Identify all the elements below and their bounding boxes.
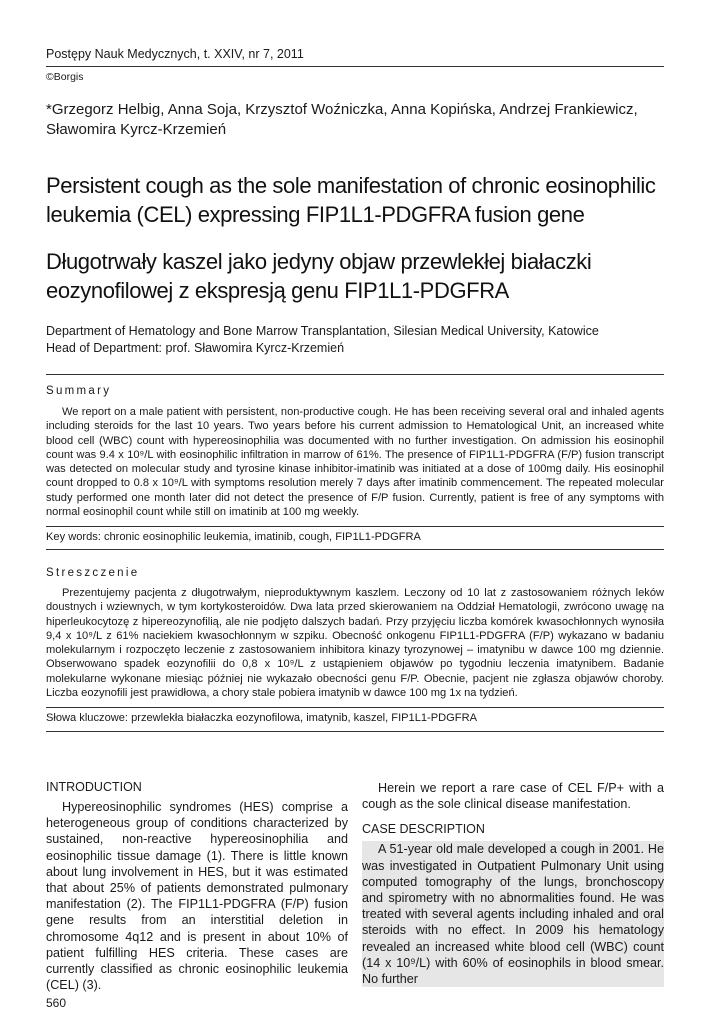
- summary-top-rule: [46, 374, 664, 375]
- keywords-english-rule: [46, 549, 664, 550]
- affiliation-line-1: Department of Hematology and Bone Marrow Transplantation, Silesian Medical University, Katowice: [46, 324, 599, 338]
- author-list: [46, 100, 664, 140]
- left-column: [46, 780, 348, 993]
- copyright-notice: ©Borgis: [46, 71, 84, 83]
- summary-bottom-rule: [46, 526, 664, 527]
- streszczenie-label: Streszczenie: [46, 567, 140, 579]
- case-description-heading: CASE DESCRIPTION: [362, 822, 485, 837]
- affiliation-line-2: Head of Department: prof. Sławomira Kyrcz-Krzemień: [46, 341, 345, 355]
- introduction-heading: INTRODUCTION: [46, 780, 142, 794]
- keywords-english: Key words: chronic eosinophilic leukemia, imatinib, cough, FIP1L1-PDGFRA: [46, 531, 421, 543]
- summary-text: We report on a male patient with persistent, non-productive cough. He has been receiving several oral and inhaled agents including steroids for the last 10 years. Two years before his current admission to Hematological Unit, an increased white blood cell (WBC) count with hypereosinophilia was documented with no further investigation. On admission his eosinophil count was 9.4 x 10⁹/L with eosinophilic infiltration in marrow of 61%. The presence of FIP1L1-PDGFRA (F/P) fusion transcript was detected on molecular study and tyrosine kinase inhibitor-imatinib was initiated at a dose of 100mg daily. His eosinophil count dropped to 0.8 x 10⁹/L with symptoms resolution merely 7 days after imatinib commencement. The repeated molecular study performed one month later did not detect the presence of F/P fusion. Currently, patient is free of any symptoms with normal eosinophil count while still on imatinib at 100 mg weekly.: [46, 406, 664, 519]
- author-line-1: *Grzegorz Helbig, Anna Soja, Krzysztof Woźniczka, Anna Kopińska, Andrzej Frankiewicz,: [46, 101, 638, 118]
- title-polish-line-2: eozynofilowej z ekspresją genu FIP1L1-PDGFRA: [46, 278, 509, 303]
- streszczenie-text: Prezentujemy pacjenta z długotrwałym, nieproduktywnym kaszlem. Leczony od 10 lat z zastosowaniem różnych leków doustnych i wziewnych, w tym kortykosteroidów. Dwa lata przed skierowaniem na Oddział Hematologii, zwrócono uwagę na hiperleukocytozę z hipereozynofilią, ale nie podjęto dalszych badań. Przy przyjęciu liczba komórek kwasochłonnych wynosiła 9,4 x 10⁹/L z 61% naciekiem kwasochłonnym w szpiku. Obecność onkogenu FIP1L1-PDGFRA (F/P) wykazano w badaniu molekularnym i rozpoczęto leczenie z zastosowaniem inhibitora kinazy tyrozynowej – imatynibu w dawce 100 mg dziennie. Obserwowano spadek eozynofilii do 0,8 x 10⁹/L z ustąpieniem objawów po tygodniu leczenia imatynibem. Badanie molekularne wykonane miesiąc później nie wykazało obecności genu F/P. Obecnie, pacjent nie zgłasza objawów choroby. Liczba eozynofili jest prawidłowa, a chory stale pobiera imatynib w dawce 100 mg 1x na tydzień.: [46, 587, 664, 700]
- title-english: [46, 171, 664, 229]
- journal-citation: Postępy Nauk Medycznych, t. XXIV, nr 7, 2011: [46, 47, 304, 61]
- keywords-polish: Słowa kluczowe: przewlekła białaczka eozynofilowa, imatynib, kaszel, FIP1L1-PDGFRA: [46, 712, 477, 724]
- summary-label: Summary: [46, 385, 112, 397]
- author-line-2: Sławomira Kyrcz-Krzemień: [46, 121, 227, 138]
- case-description-text: A 51-year old male developed a cough in 2001. He was investigated in Outpatient Pulmonary Unit using computed tomography of the lungs, bronchoscopy and spirometry with no abnormalities found. He was treated with several agents including inhaled and oral steroids with no effect. In 2009 his hematology revealed an increased white blood cell (WBC) count (14 x 10⁹/L) with 60% of eosinophils in blood smear. No further: [362, 842, 664, 987]
- affiliation: [46, 323, 664, 357]
- article-page: [46, 0, 664, 1024]
- introduction-text: Hypereosinophilic syndromes (HES) comprise a heterogeneous group of conditions characterized by sustained, non-reactive hypereosinophilia and eosinophilic tissue damage (1). There is little known about lung involvement in HES, but it was estimated that about 25% of patients demonstrated pulmonary manifestation (2). The FIP1L1-PDGFRA (F/P) fusion gene results from an interstitial deletion in chromosome 4q12 and is present in about 10% of patient fulfilling HES criteria. These cases are currently classified as chronic eosinophilic leukemia (CEL) (3).: [46, 800, 348, 993]
- streszczenie-bottom-rule: [46, 707, 664, 708]
- header-rule: [46, 66, 664, 67]
- right-column: [362, 780, 664, 987]
- report-intro-text: Herein we report a rare case of CEL F/P+ with a cough as the sole clinical disease manifestation.: [362, 781, 664, 812]
- keywords-polish-rule: [46, 731, 664, 732]
- title-english-line-2: leukemia (CEL) expressing FIP1L1-PDGFRA fusion gene: [46, 202, 585, 227]
- page-number: 560: [46, 996, 67, 1010]
- title-polish: [46, 247, 664, 305]
- title-english-line-1: Persistent cough as the sole manifestation of chronic eosinophilic: [46, 173, 656, 198]
- title-polish-line-1: Długotrwały kaszel jako jedyny objaw przewlekłej białaczki: [46, 249, 592, 274]
